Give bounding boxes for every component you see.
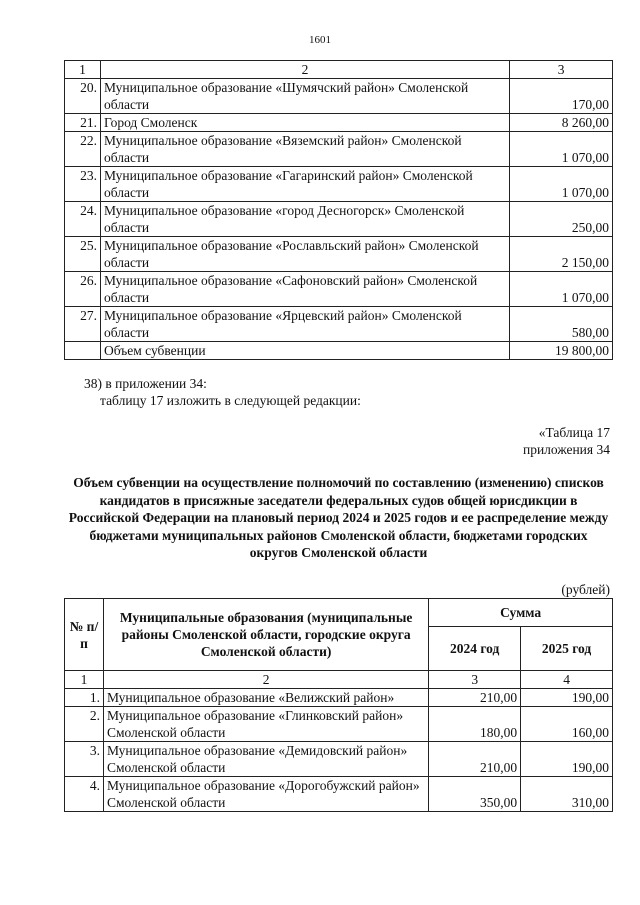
column-header-municipality: Муниципальные образования (муниципальные районы Смоленской области, городские округа Смоленской области) xyxy=(103,599,428,671)
units-label: (рублей) xyxy=(561,582,610,597)
column-header-number: № п/п xyxy=(65,599,104,671)
table-index-row xyxy=(65,61,613,79)
index-cell: 2 xyxy=(103,671,428,689)
row-number: 4. xyxy=(65,777,104,812)
table-row xyxy=(65,237,613,272)
row-number: 21. xyxy=(65,114,101,132)
amount-2024: 210,00 xyxy=(429,689,521,707)
page-number: 1601 xyxy=(309,34,331,46)
index-cell: 2 xyxy=(100,61,509,79)
table-tag-appendix: приложения 34 xyxy=(522,442,610,457)
row-number: 25. xyxy=(65,237,101,272)
row-number: 22. xyxy=(65,132,101,167)
amount: 8 260,00 xyxy=(510,114,613,132)
paragraph-instruction: таблицу 17 изложить в следующей редакции: xyxy=(100,393,361,408)
table-tag-title: «Таблица 17 xyxy=(538,425,610,440)
municipality-name: Муниципальное образование «Гагаринский район» Смоленской области xyxy=(100,167,509,202)
row-number: 20. xyxy=(65,79,101,114)
amount-2025: 190,00 xyxy=(521,742,613,777)
index-cell: 4 xyxy=(521,671,613,689)
table-row xyxy=(65,777,613,812)
empty-cell xyxy=(65,342,101,360)
amount-2025: 160,00 xyxy=(521,707,613,742)
municipality-name: Муниципальное образование «Глинковский район» Смоленской области xyxy=(103,707,428,742)
index-cell: 3 xyxy=(429,671,521,689)
amount-2024: 350,00 xyxy=(429,777,521,812)
amount: 580,00 xyxy=(510,307,613,342)
column-header-sum: Сумма xyxy=(429,599,613,627)
total-label: Объем субвенции xyxy=(100,342,509,360)
municipality-name: Муниципальное образование «Ярцевский район» Смоленской области xyxy=(100,307,509,342)
amount-2024: 180,00 xyxy=(429,707,521,742)
amount: 1 070,00 xyxy=(510,272,613,307)
amount: 1 070,00 xyxy=(510,167,613,202)
subsidy-table-continued xyxy=(64,60,613,360)
table-row xyxy=(65,202,613,237)
amount-2025: 190,00 xyxy=(521,689,613,707)
municipality-name: Муниципальное образование «Шумячский район» Смоленской области xyxy=(100,79,509,114)
column-header-2024: 2024 год xyxy=(429,627,521,671)
municipality-name: Муниципальное образование «город Десногорск» Смоленской области xyxy=(100,202,509,237)
amount: 2 150,00 xyxy=(510,237,613,272)
amount-2025: 310,00 xyxy=(521,777,613,812)
municipality-name: Муниципальное образование «Рославльский район» Смоленской области xyxy=(100,237,509,272)
row-number: 3. xyxy=(65,742,104,777)
municipality-name: Муниципальное образование «Дорогобужский район» Смоленской области xyxy=(103,777,428,812)
index-cell: 1 xyxy=(65,61,101,79)
column-header-2025: 2025 год xyxy=(521,627,613,671)
table-row xyxy=(65,132,613,167)
row-number: 2. xyxy=(65,707,104,742)
row-number: 1. xyxy=(65,689,104,707)
amount: 250,00 xyxy=(510,202,613,237)
paragraph-item-38: 38) в приложении 34: xyxy=(84,376,207,391)
table-row xyxy=(65,742,613,777)
municipality-name: Муниципальное образование «Велижский район» xyxy=(103,689,428,707)
table-index-row xyxy=(65,671,613,689)
table-row xyxy=(65,114,613,132)
amount: 1 070,00 xyxy=(510,132,613,167)
amount: 170,00 xyxy=(510,79,613,114)
municipality-name: Муниципальное образование «Демидовский район» Смоленской области xyxy=(103,742,428,777)
row-number: 24. xyxy=(65,202,101,237)
municipality-name: Муниципальное образование «Сафоновский район» Смоленской области xyxy=(100,272,509,307)
table-title: Объем субвенции на осуществление полномочий по составлению (изменению) списков кандидатов в присяжные заседатели федеральных судов общей юрисдикции в Российской Федерации на плановый период 2024 и 2025 годов и ее распределение между бюджетами муниципальных районов Смоленской области, бюджетами городских округов Смоленской области xyxy=(68,475,609,560)
row-number: 23. xyxy=(65,167,101,202)
row-number: 27. xyxy=(65,307,101,342)
municipality-name: Город Смоленск xyxy=(100,114,509,132)
total-row xyxy=(65,342,613,360)
table-row xyxy=(65,707,613,742)
table-row xyxy=(65,307,613,342)
municipality-name: Муниципальное образование «Вяземский район» Смоленской области xyxy=(100,132,509,167)
index-cell: 1 xyxy=(65,671,104,689)
amount-2024: 210,00 xyxy=(429,742,521,777)
subsidy-table-2024-2025 xyxy=(64,598,613,812)
total-amount: 19 800,00 xyxy=(510,342,613,360)
index-cell: 3 xyxy=(510,61,613,79)
table-row xyxy=(65,272,613,307)
table-row xyxy=(65,689,613,707)
table-row xyxy=(65,167,613,202)
row-number: 26. xyxy=(65,272,101,307)
table-row xyxy=(65,79,613,114)
